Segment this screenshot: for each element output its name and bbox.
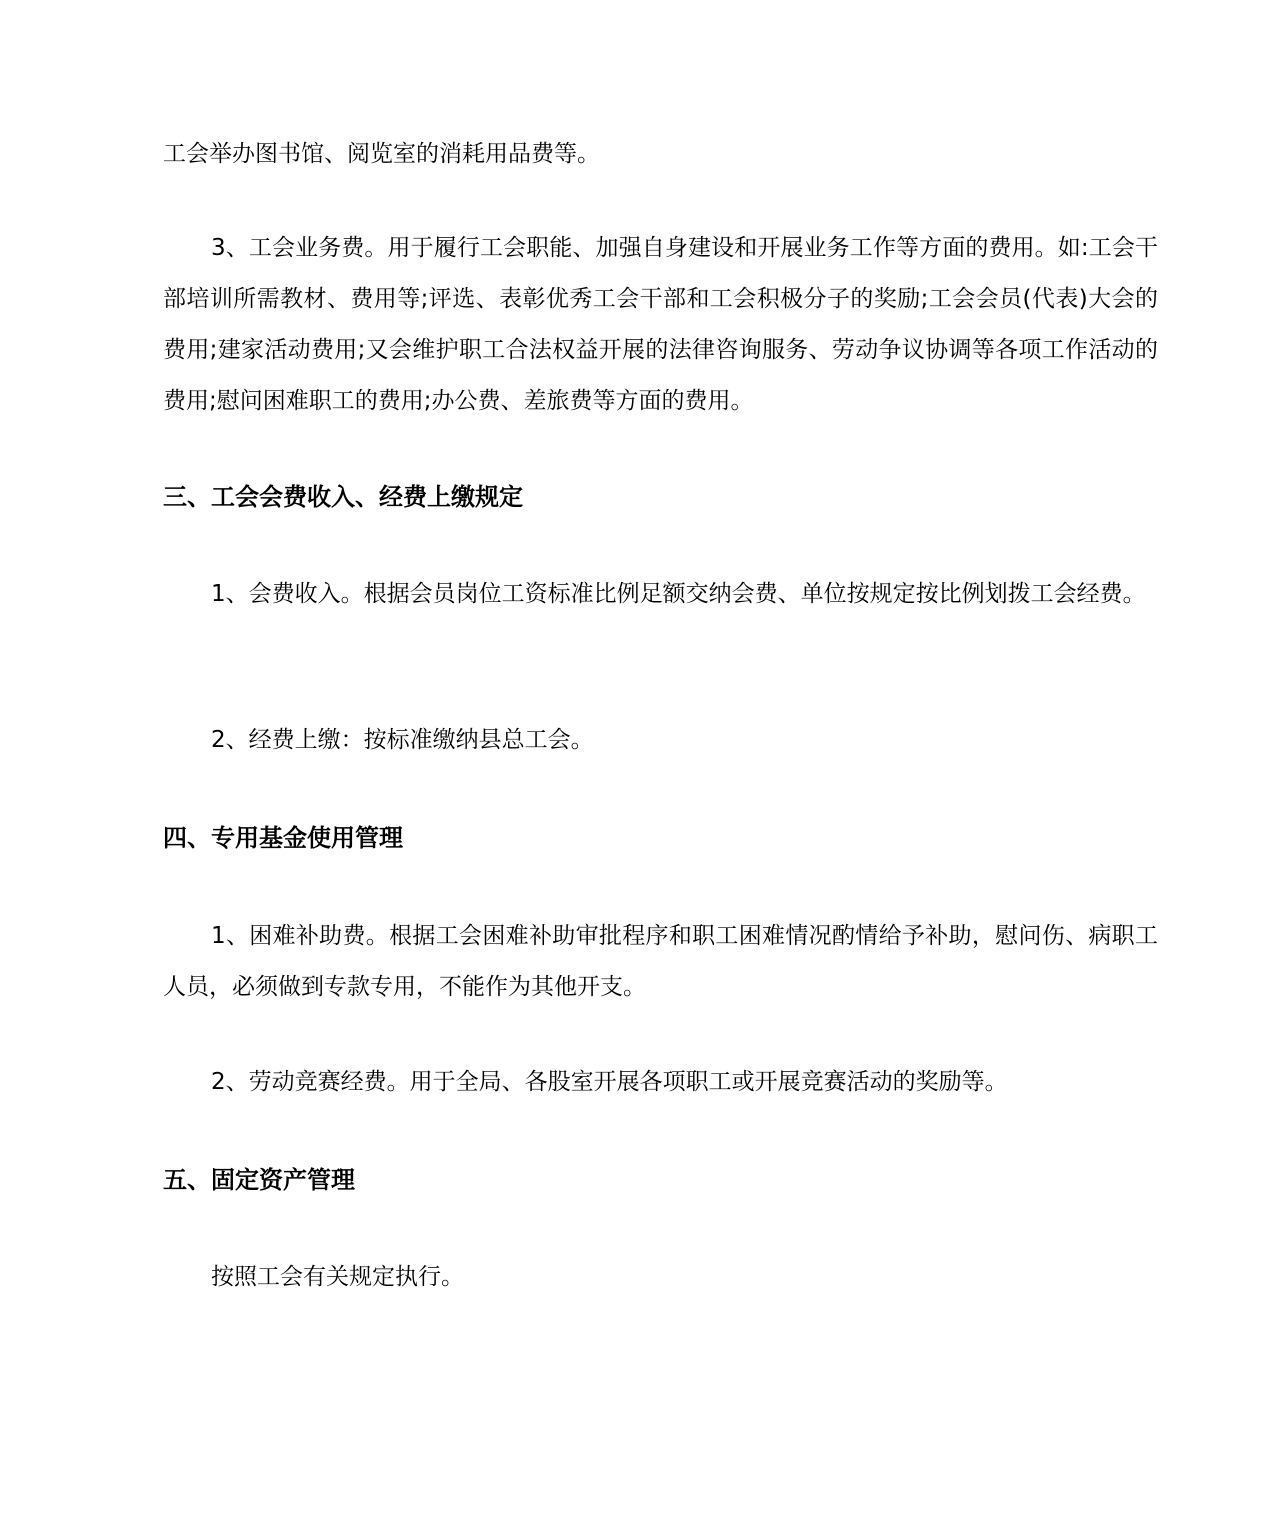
paragraph-union-business-expenses: 3、工会业务费。用于履行工会职能、加强自身建设和开展业务工作等方面的费用。如:工会干部培训所需教材、费用等;评选、表彰优秀工会干部和工会积极分子的奖励;工会会员(代表)大会的费用;建家活动费用;又会维护职工合法权益开展的法律咨询服务、劳动争议协调等各项工作活动的费用;慰问困难职工的费用;办公费、差旅费等方面的费用。 (163, 235, 1158, 414)
paragraph-labor-competition-funds: 2、劳动竞赛经费。用于全局、各股室开展各项职工或开展竞赛活动的奖励等。 (211, 1069, 1008, 1095)
paragraph-funds-remittance: 2、经费上缴：按标准缴纳县总工会。 (211, 727, 594, 753)
paragraph-fixed-assets-rule: 按照工会有关规定执行。 (211, 1264, 464, 1290)
paragraph-membership-fee-income: 1、会费收入。根据会员岗位工资标准比例足额交纳会费、单位按规定按比例划拨工会经费。 (211, 581, 1146, 607)
heading-section-three: 三、工会会费收入、经费上缴规定 (163, 483, 523, 511)
heading-section-five: 五、固定资产管理 (163, 1166, 355, 1194)
heading-section-four: 四、专用基金使用管理 (163, 824, 403, 852)
paragraph-hardship-subsidy: 1、困难补助费。根据工会困难补助审批程序和职工困难情况酌情给予补助，慰问伤、病职工人员，必须做到专款专用，不能作为其他开支。 (163, 923, 1158, 1000)
paragraph-library-expenses: 工会举办图书馆、阅览室的消耗用品费等。 (163, 141, 600, 167)
